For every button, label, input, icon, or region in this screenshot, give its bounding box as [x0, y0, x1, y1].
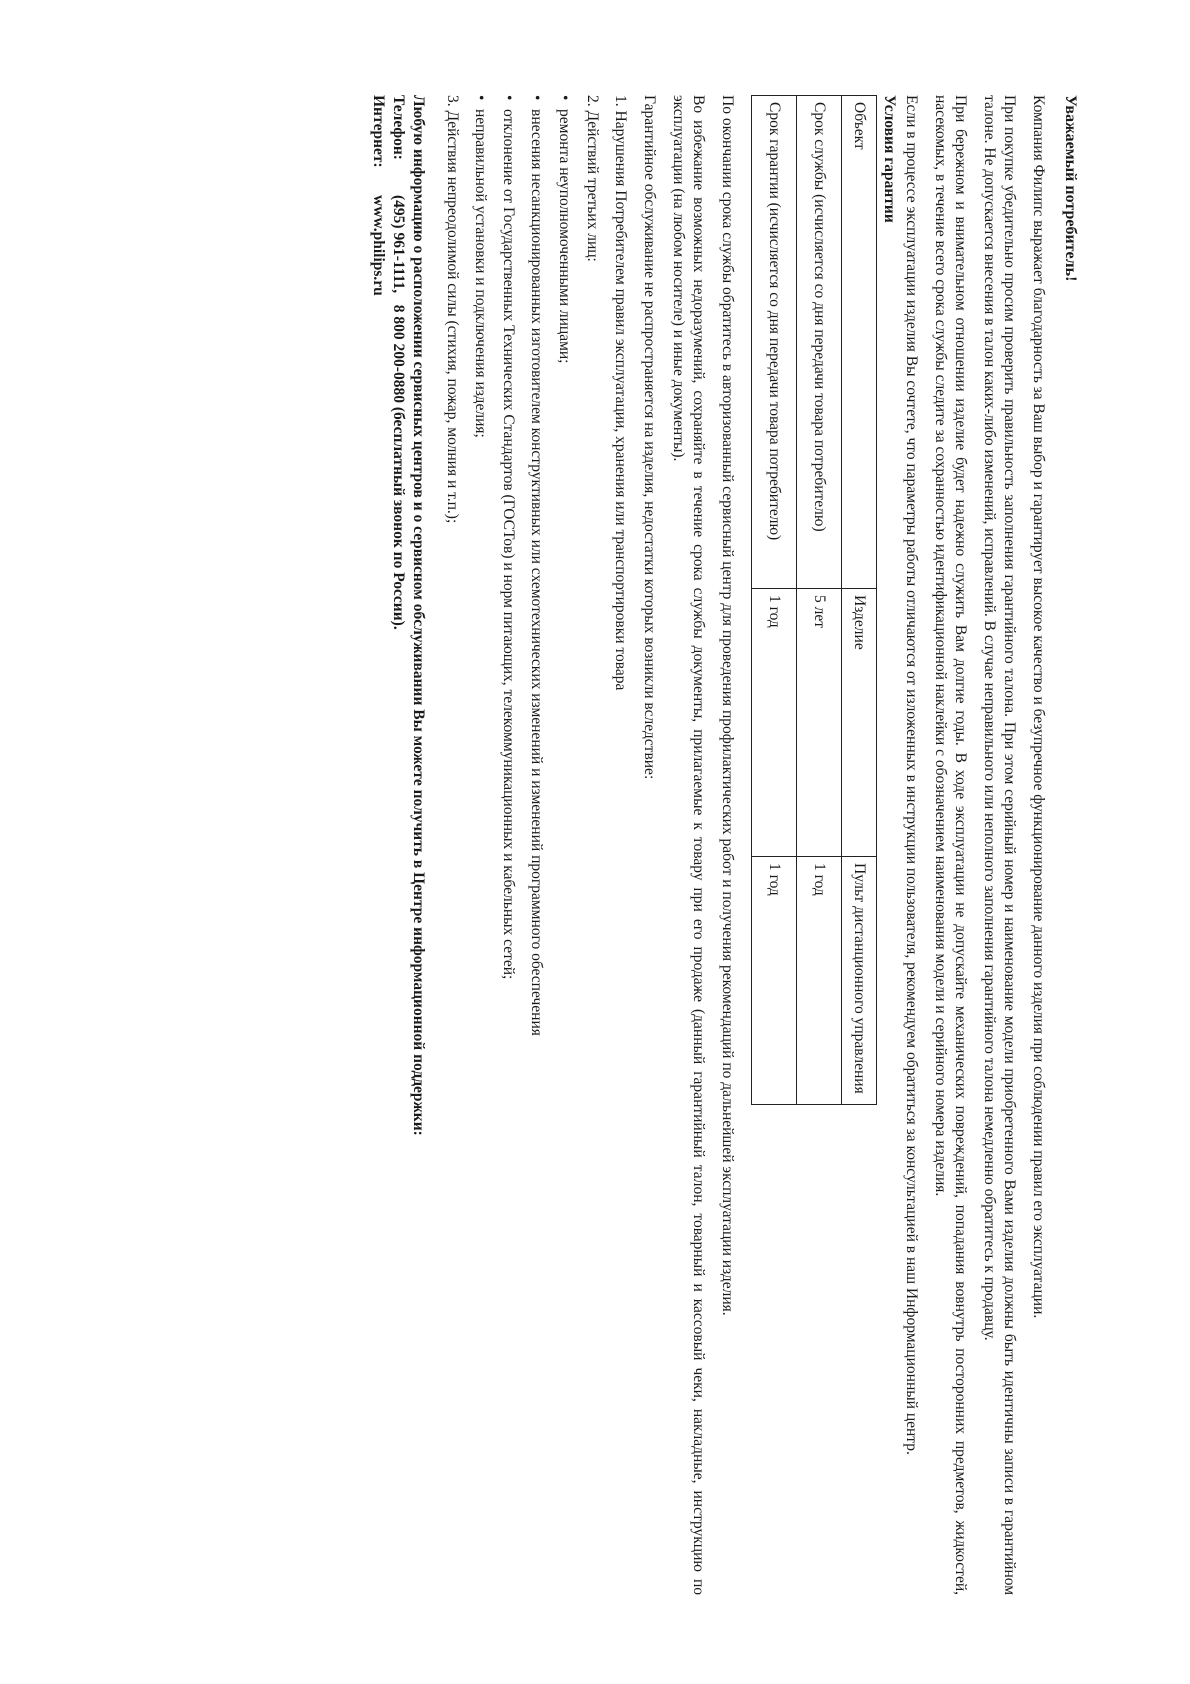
table-cell: 1 год: [752, 589, 797, 857]
page-title: Уважаемый потребитель!: [1062, 95, 1079, 282]
table-header: Пульт дистанционного управления: [842, 857, 877, 1105]
table-cell: Срок службы (исчисляется со дня передачи товара потребителю): [797, 96, 842, 589]
phone-label: Телефон:: [390, 95, 407, 160]
list-item: 3. Действия непреодолимой силы (стихия, пожар, молния и т.п.);: [444, 95, 461, 524]
contact-block: [368, 95, 428, 1595]
intro-paragraph: При бережном и внимательном отношении изделие будет надежно служить Вам долгие годы. В ходе эксплуатации не допускайте механических повреждений, попадания вовнутрь посторонних предметов, жидкостей, насекомых, в течение всего срока службы следите за сохранностью идентификационной наклейки с обозначением наименования модели и серийного номера изделия.: [932, 95, 969, 1595]
warranty-table: [751, 95, 877, 1105]
body-paragraph: Во избежание возможных недоразумений, сохраняйте в течение срока службы документы, прилагаемые к товару при его продаже (данный гарантийный талон, товарный и кассовый чеки, накладные, инструкцию по эксплуатации (на любом носителе) и иные документы).: [670, 95, 707, 1595]
web-row: [368, 95, 388, 1595]
table-cell: 5 лет: [797, 589, 842, 857]
table-cell: Срок гарантии (исчисляется со дня передачи товара потребителю): [752, 96, 797, 589]
web-link[interactable]: www.philips.ru: [370, 195, 387, 296]
intro-paragraph: Если в процессе эксплуатации изделия Вы сочтете, что параметры работы отличаются от изложенных в инструкции пользователя, рекомендуем обратиться за консультацией в наш Информационный центр.: [903, 95, 920, 1455]
intro-paragraph: При покупке убедительно просим проверить правильность заполнения гарантийного талона. При этом серийный номер и наименование модели приобретенного Вами изделия должны быть идентичны записи в гарантийном талоне. Не допускается внесения в талон каких-либо изменений, исправлений. В случае неправильного или неполного заполнения гарантийного талона немедленно обратитесь к продавцу.: [981, 95, 1018, 1595]
contact-heading: Любую информацию о расположении сервисных центров и о сервисном обслуживании Вы можете получить в Центре информационной поддержки:: [410, 95, 427, 1136]
bullet-item: • ремонта неуполномоченными лицами;: [554, 95, 574, 1595]
body-paragraph: Гарантийное обслуживание не распространяется на изделия, недостатки которых возникли вследствие:: [641, 95, 658, 780]
table-header: Изделие: [842, 589, 877, 857]
section-title: Условия гарантии: [881, 95, 898, 223]
table-row: [752, 96, 797, 1105]
web-label: Интернет:: [370, 95, 387, 168]
phone-row: [388, 95, 408, 1595]
bullet-list: [470, 95, 574, 1595]
body-paragraph: По окончании срока службы обратитесь в авторизованный сервисный центр для проведения профилактических работ и получения рекомендаций по дальнейшей эксплуатации изделия.: [719, 95, 736, 1316]
bullet-item: • отклонение от Государственных Технических Стандартов (ГОСТов) и норм питающих, телекоммуникационных и кабельных сетей;: [498, 95, 518, 1595]
bullet-item: • неправильной установки и подключения изделия;: [470, 95, 490, 1595]
table-header: Объект: [842, 96, 877, 589]
list-item: 2. Действий третьих лиц:: [584, 95, 601, 262]
table-header-row: [842, 96, 877, 1105]
warranty-document: [80, 95, 1080, 1595]
table-cell: 1 год: [752, 857, 797, 1105]
table-cell: 1 год: [797, 857, 842, 1105]
bullet-item: • внесения несанкционированных изготовителем конструктивных или схемотехнических изменений и изменений программного обеспечения: [526, 95, 546, 1595]
phone-value: (495) 961-1111, 8 800 200-0880 (бесплатный звонок по России).: [390, 195, 407, 630]
table-row: [797, 96, 842, 1105]
intro-paragraph: Компания Филипс выражает благодарность за Ваш выбор и гарантирует высокое качество и безупречное функционирование данного изделия при соблюдении правил его эксплуатации.: [1030, 95, 1047, 1319]
list-item: 1. Нарушения Потребителем правил эксплуатации, хранения или транспортировки товара: [612, 95, 629, 691]
